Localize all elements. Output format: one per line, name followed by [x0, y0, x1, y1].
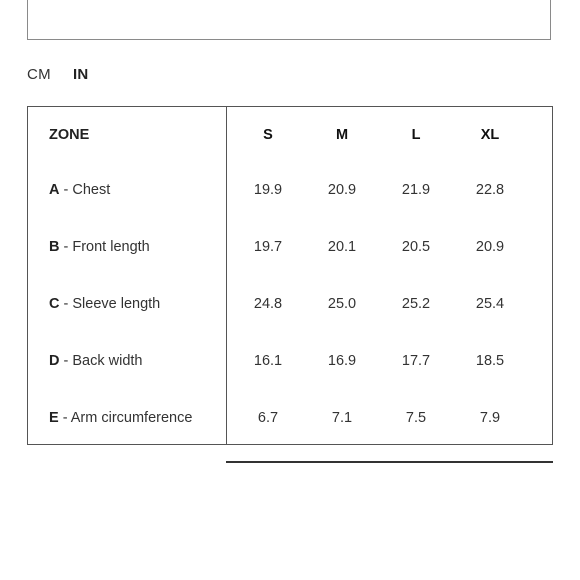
size-value: 19.9 — [253, 182, 283, 198]
product-info-box — [27, 0, 551, 40]
zone-letter: E — [49, 410, 59, 426]
size-value: 16.9 — [327, 353, 357, 369]
zone-label — [49, 403, 192, 433]
size-value: 22.8 — [475, 182, 505, 198]
size-value: 20.9 — [327, 182, 357, 198]
zone-label — [49, 346, 142, 376]
size-value: 24.8 — [253, 296, 283, 312]
zone-description: - Sleeve length — [59, 296, 161, 312]
zone-column — [28, 107, 227, 444]
zone-description: - Arm circumference — [58, 410, 193, 426]
zone-header: ZONE — [49, 127, 90, 143]
size-value: 7.9 — [479, 410, 501, 426]
size-header: S — [263, 127, 273, 143]
size-value: 7.1 — [331, 410, 353, 426]
size-header: M — [335, 127, 349, 143]
unit-toggle — [27, 66, 89, 83]
size-value: 16.1 — [253, 353, 283, 369]
zone-description: - Front length — [59, 239, 150, 255]
size-value: 20.5 — [401, 239, 431, 255]
unit-cm-button[interactable]: CM — [27, 66, 51, 83]
zone-description: - Chest — [59, 182, 111, 198]
zone-description: - Back width — [59, 353, 143, 369]
size-value: 17.7 — [401, 353, 431, 369]
horizontal-scrollbar[interactable] — [226, 461, 553, 463]
zone-label — [49, 289, 160, 319]
size-value: 20.1 — [327, 239, 357, 255]
size-value: 20.9 — [475, 239, 505, 255]
size-value: 18.5 — [475, 353, 505, 369]
size-value: 25.4 — [475, 296, 505, 312]
size-value: 19.7 — [253, 239, 283, 255]
zone-letter: C — [49, 296, 60, 312]
size-value: 6.7 — [257, 410, 279, 426]
size-value: 7.5 — [405, 410, 427, 426]
size-value: 25.2 — [401, 296, 431, 312]
sizes-scroll-area[interactable] — [227, 107, 552, 444]
size-header: XL — [480, 127, 500, 143]
size-value: 25.0 — [327, 296, 357, 312]
zone-letter: A — [49, 182, 60, 198]
size-value: 21.9 — [401, 182, 431, 198]
size-chart-table — [27, 106, 553, 445]
zone-letter: B — [49, 239, 60, 255]
size-header: L — [411, 127, 421, 143]
zone-label — [49, 232, 150, 262]
unit-in-button[interactable]: IN — [72, 66, 89, 83]
zone-label — [49, 175, 110, 205]
zone-letter: D — [49, 353, 60, 369]
